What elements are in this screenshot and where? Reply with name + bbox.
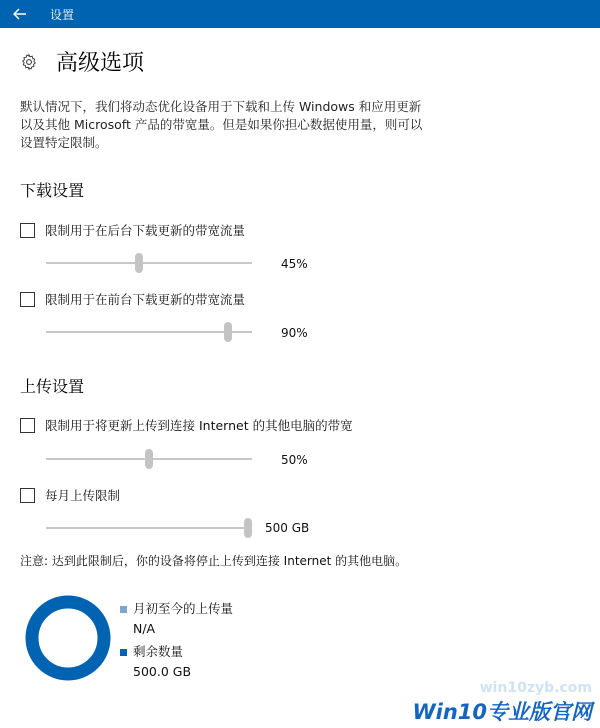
monthly-upload-limit-checkbox-row[interactable] <box>20 486 120 504</box>
slider-thumb[interactable] <box>244 518 252 538</box>
back-button[interactable] <box>0 0 40 28</box>
foreground-download-limit-checkbox[interactable] <box>20 292 35 307</box>
description-text: 默认情况下，我们将动态优化设备用于下载和上传 Windows 和应用更新以及其他 Microsoft 产品的带宽量。但是如果你担心数据使用量，则可以设置特定限制。 <box>20 99 423 150</box>
title-bar <box>0 0 600 28</box>
slider-thumb[interactable] <box>145 449 153 469</box>
slider-thumb[interactable] <box>135 253 143 273</box>
download-settings-heading: 下载设置 <box>20 181 85 200</box>
foreground-download-slider[interactable] <box>46 322 252 342</box>
remaining-legend <box>120 642 191 679</box>
foreground-download-limit-checkbox-row[interactable] <box>20 290 245 308</box>
background-download-limit-checkbox[interactable] <box>20 223 35 238</box>
background-download-slider[interactable] <box>46 253 252 273</box>
back-arrow-icon <box>13 8 27 20</box>
remaining-swatch <box>120 649 127 656</box>
watermark-text: Win10专业版官网 <box>412 700 592 724</box>
background-download-limit-label: 限制用于在后台下载更新的带宽流量 <box>45 223 246 238</box>
remaining-label: 剩余数量 <box>133 644 184 659</box>
monthly-upload-slider[interactable] <box>46 518 252 538</box>
uploaded-swatch <box>120 606 127 613</box>
upload-bandwidth-limit-label: 限制用于将更新上传到连接 Internet 的其他电脑的带宽 <box>45 418 353 433</box>
uploaded-value: N/A <box>133 621 156 636</box>
monthly-upload-limit-label: 每月上传限制 <box>45 488 121 503</box>
upload-settings-heading: 上传设置 <box>20 377 85 396</box>
remaining-value: 500.0 GB <box>133 664 192 679</box>
background-download-value: 45% <box>281 257 308 271</box>
slider-track <box>46 527 252 529</box>
uploaded-legend <box>120 599 233 636</box>
gear-icon <box>20 53 38 71</box>
foreground-download-value: 90% <box>281 326 308 340</box>
watermark <box>412 680 592 726</box>
window-title: 设置 <box>50 8 75 22</box>
page-header <box>20 46 144 77</box>
upload-usage-donut <box>24 594 112 682</box>
upload-bandwidth-limit-checkbox[interactable] <box>20 418 35 433</box>
monthly-upload-value: 500 GB <box>265 521 310 535</box>
slider-track <box>46 331 252 333</box>
limit-note: 注意: 达到此限制后，你的设备将停止上传到连接 Internet 的其他电脑。 <box>20 554 408 568</box>
upload-bandwidth-value: 50% <box>281 453 308 467</box>
slider-track <box>46 262 252 264</box>
monthly-upload-limit-checkbox[interactable] <box>20 488 35 503</box>
upload-bandwidth-slider[interactable] <box>46 449 252 469</box>
watermark-url: win10zyb.com <box>479 680 592 696</box>
foreground-download-limit-label: 限制用于在前台下载更新的带宽流量 <box>45 292 246 307</box>
slider-thumb[interactable] <box>224 322 232 342</box>
background-download-limit-checkbox-row[interactable] <box>20 221 245 239</box>
uploaded-label: 月初至今的上传量 <box>133 601 234 616</box>
page-title: 高级选项 <box>56 51 145 76</box>
upload-bandwidth-limit-checkbox-row[interactable] <box>20 416 353 434</box>
